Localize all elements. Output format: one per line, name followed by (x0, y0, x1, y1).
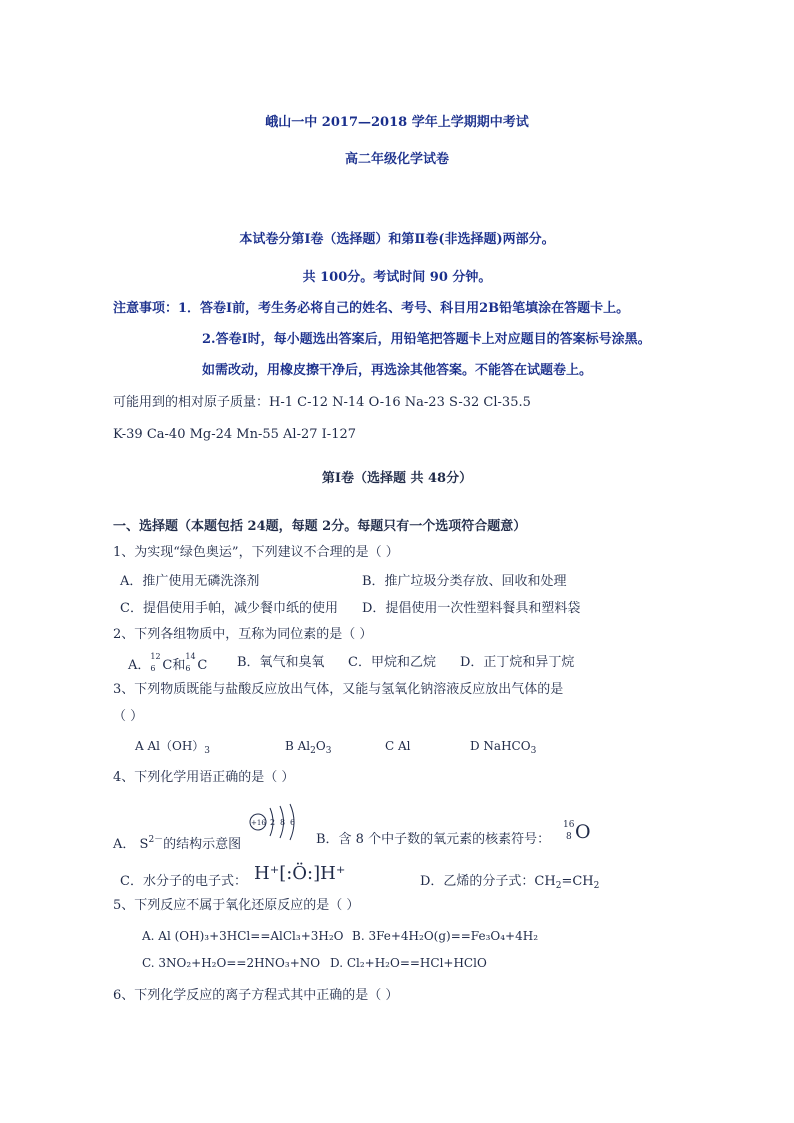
question-stem: 2、下列各组物质中，互称为同位素的是（ ） (113, 627, 373, 642)
question-stem: 3、下列物质既能与盐酸反应放出气体，又能与氢氧化钠溶液反应放出气体的是 (113, 682, 564, 697)
exam-subtitle: 高二年级化学试卷 (344, 152, 449, 167)
question-stem: 5、下列反应不属于氧化还原反应的是（ ） (113, 898, 360, 913)
instructions-note-2: 2.答卷Ⅰ时，每小题选出答案后，用铅笔把答题卡上对应题目的答案标号涂黑。 (202, 332, 651, 347)
option-d-text: D NaHCO (470, 739, 531, 753)
option-d: D. Cl₂+H₂O==HCl+HClO (330, 956, 487, 970)
mass-number: 12 (150, 652, 161, 661)
option-d (420, 874, 599, 894)
element-symbol: O (575, 821, 591, 843)
instructions-intro: 本试卷分第Ⅰ卷（选择题）和第Ⅱ卷(非选择题)两部分。 (239, 232, 555, 247)
option-a-suffix: 的结构示意图 (163, 837, 242, 852)
option-a (113, 832, 241, 853)
shell-3-electrons: 6 (290, 818, 296, 827)
question-stem: 4、下列化学用语正确的是（ ） (113, 770, 295, 785)
option-d (470, 738, 536, 759)
water-electron-formula: H⁺[:Ö:]H⁺ (254, 863, 346, 884)
exam-title: 峨山一中 2017—2018 学年上学期期中考试 (265, 115, 529, 130)
option-b-text: B Al (285, 739, 311, 753)
instructions-note-3: 如需改动，用橡皮擦干净后，再选涂其他答案。不能答在试题卷上。 (202, 363, 593, 378)
mass-number: 16 (563, 820, 575, 830)
option-b: B. 3Fe+4H₂O(g)==Fe₃O₄+4H₂ (352, 929, 539, 943)
oxygen-16-symbol (563, 818, 597, 848)
option-b: B．含 8 个中子数的氧元素的核素符号： (316, 832, 551, 847)
subscript: 2 (310, 746, 316, 756)
sulfide-structure-diagram (248, 800, 308, 840)
element-symbol: C (197, 658, 208, 673)
option-d: D．正丁烷和异丁烷 (460, 655, 575, 670)
atomic-masses-line-1: 可能用到的相对原子质量：H-1 C-12 N-14 O-16 Na-23 S-32 Cl-35.5 (113, 395, 531, 410)
instructions-note-1: 注意事项：1．答卷Ⅰ前，考生务必将自己的姓名、考号、科目用2B铅笔填涂在答题卡上。 (113, 301, 630, 316)
answer-paren: （ ） (113, 709, 144, 724)
part-1-title: 第Ⅰ卷（选择题 共 48分） (321, 471, 473, 486)
nucleus-charge: +16 (251, 819, 266, 827)
conjunction: 和 (172, 658, 186, 673)
option-d-text: D．乙烯的分子式：CH (420, 874, 556, 889)
option-c: C. 3NO₂+H₂O==2HNO₃+NO (142, 956, 321, 970)
option-b: B．推广垃圾分类存放、回收和处理 (362, 574, 567, 589)
option-a-text: A Al（OH） (135, 739, 205, 753)
question-stem: 6、下列化学反应的离子方程式其中正确的是（ ） (113, 988, 399, 1003)
shell-2-electrons: 8 (280, 818, 286, 827)
option-d: D．提倡使用一次性塑料餐具和塑料袋 (362, 601, 581, 616)
element-symbol: C (162, 658, 173, 673)
subscript: 3 (530, 746, 537, 756)
atomic-number: 8 (566, 832, 572, 842)
question-stem: 1、为实现“绿色奥运”，下列建议不合理的是（ ） (113, 545, 399, 560)
atomic-masses-line-2: K-39 Ca-40 Mg-24 Mn-55 Al-27 I-127 (113, 427, 357, 442)
isotope-c12 (150, 652, 162, 673)
subscript: 3 (204, 746, 211, 756)
subscript: 2 (593, 881, 600, 891)
ion-charge: 2－ (148, 835, 164, 845)
element-symbol: O (315, 739, 326, 753)
section-1-title: 一、选择题（本题包括 24题，每题 2分。每题只有一个选项符合题意） (113, 519, 527, 534)
option-a-prefix: A． (128, 658, 151, 673)
mass-number: 14 (185, 652, 196, 661)
atomic-number: 6 (185, 664, 191, 673)
instructions-score-time: 共 100分。考试时间 90 分钟。 (302, 270, 492, 285)
option-b: B．氧气和臭氧 (237, 655, 325, 670)
isotope-c14 (185, 652, 197, 673)
subscript: 2 (555, 881, 562, 891)
option-c: C．甲烷和乙烷 (348, 655, 436, 670)
option-a-prefix: A． S (113, 837, 149, 852)
option-b (285, 738, 331, 759)
shell-1-electrons: 2 (270, 818, 276, 827)
option-c: C Al (385, 739, 411, 753)
option-a: A．推广使用无磷洗涤剂 (120, 574, 260, 589)
subscript: 3 (325, 746, 332, 756)
option-d-mid: =CH (561, 874, 594, 889)
option-a: A. Al (OH)₃+3HCl==AlCl₃+3H₂O (142, 929, 344, 943)
option-a (135, 738, 210, 759)
atomic-number: 6 (150, 664, 156, 673)
option-a (128, 652, 208, 674)
option-c: C．提倡使用手帕，减少餐巾纸的使用 (120, 601, 338, 616)
option-c: C．水分子的电子式： (120, 874, 247, 889)
